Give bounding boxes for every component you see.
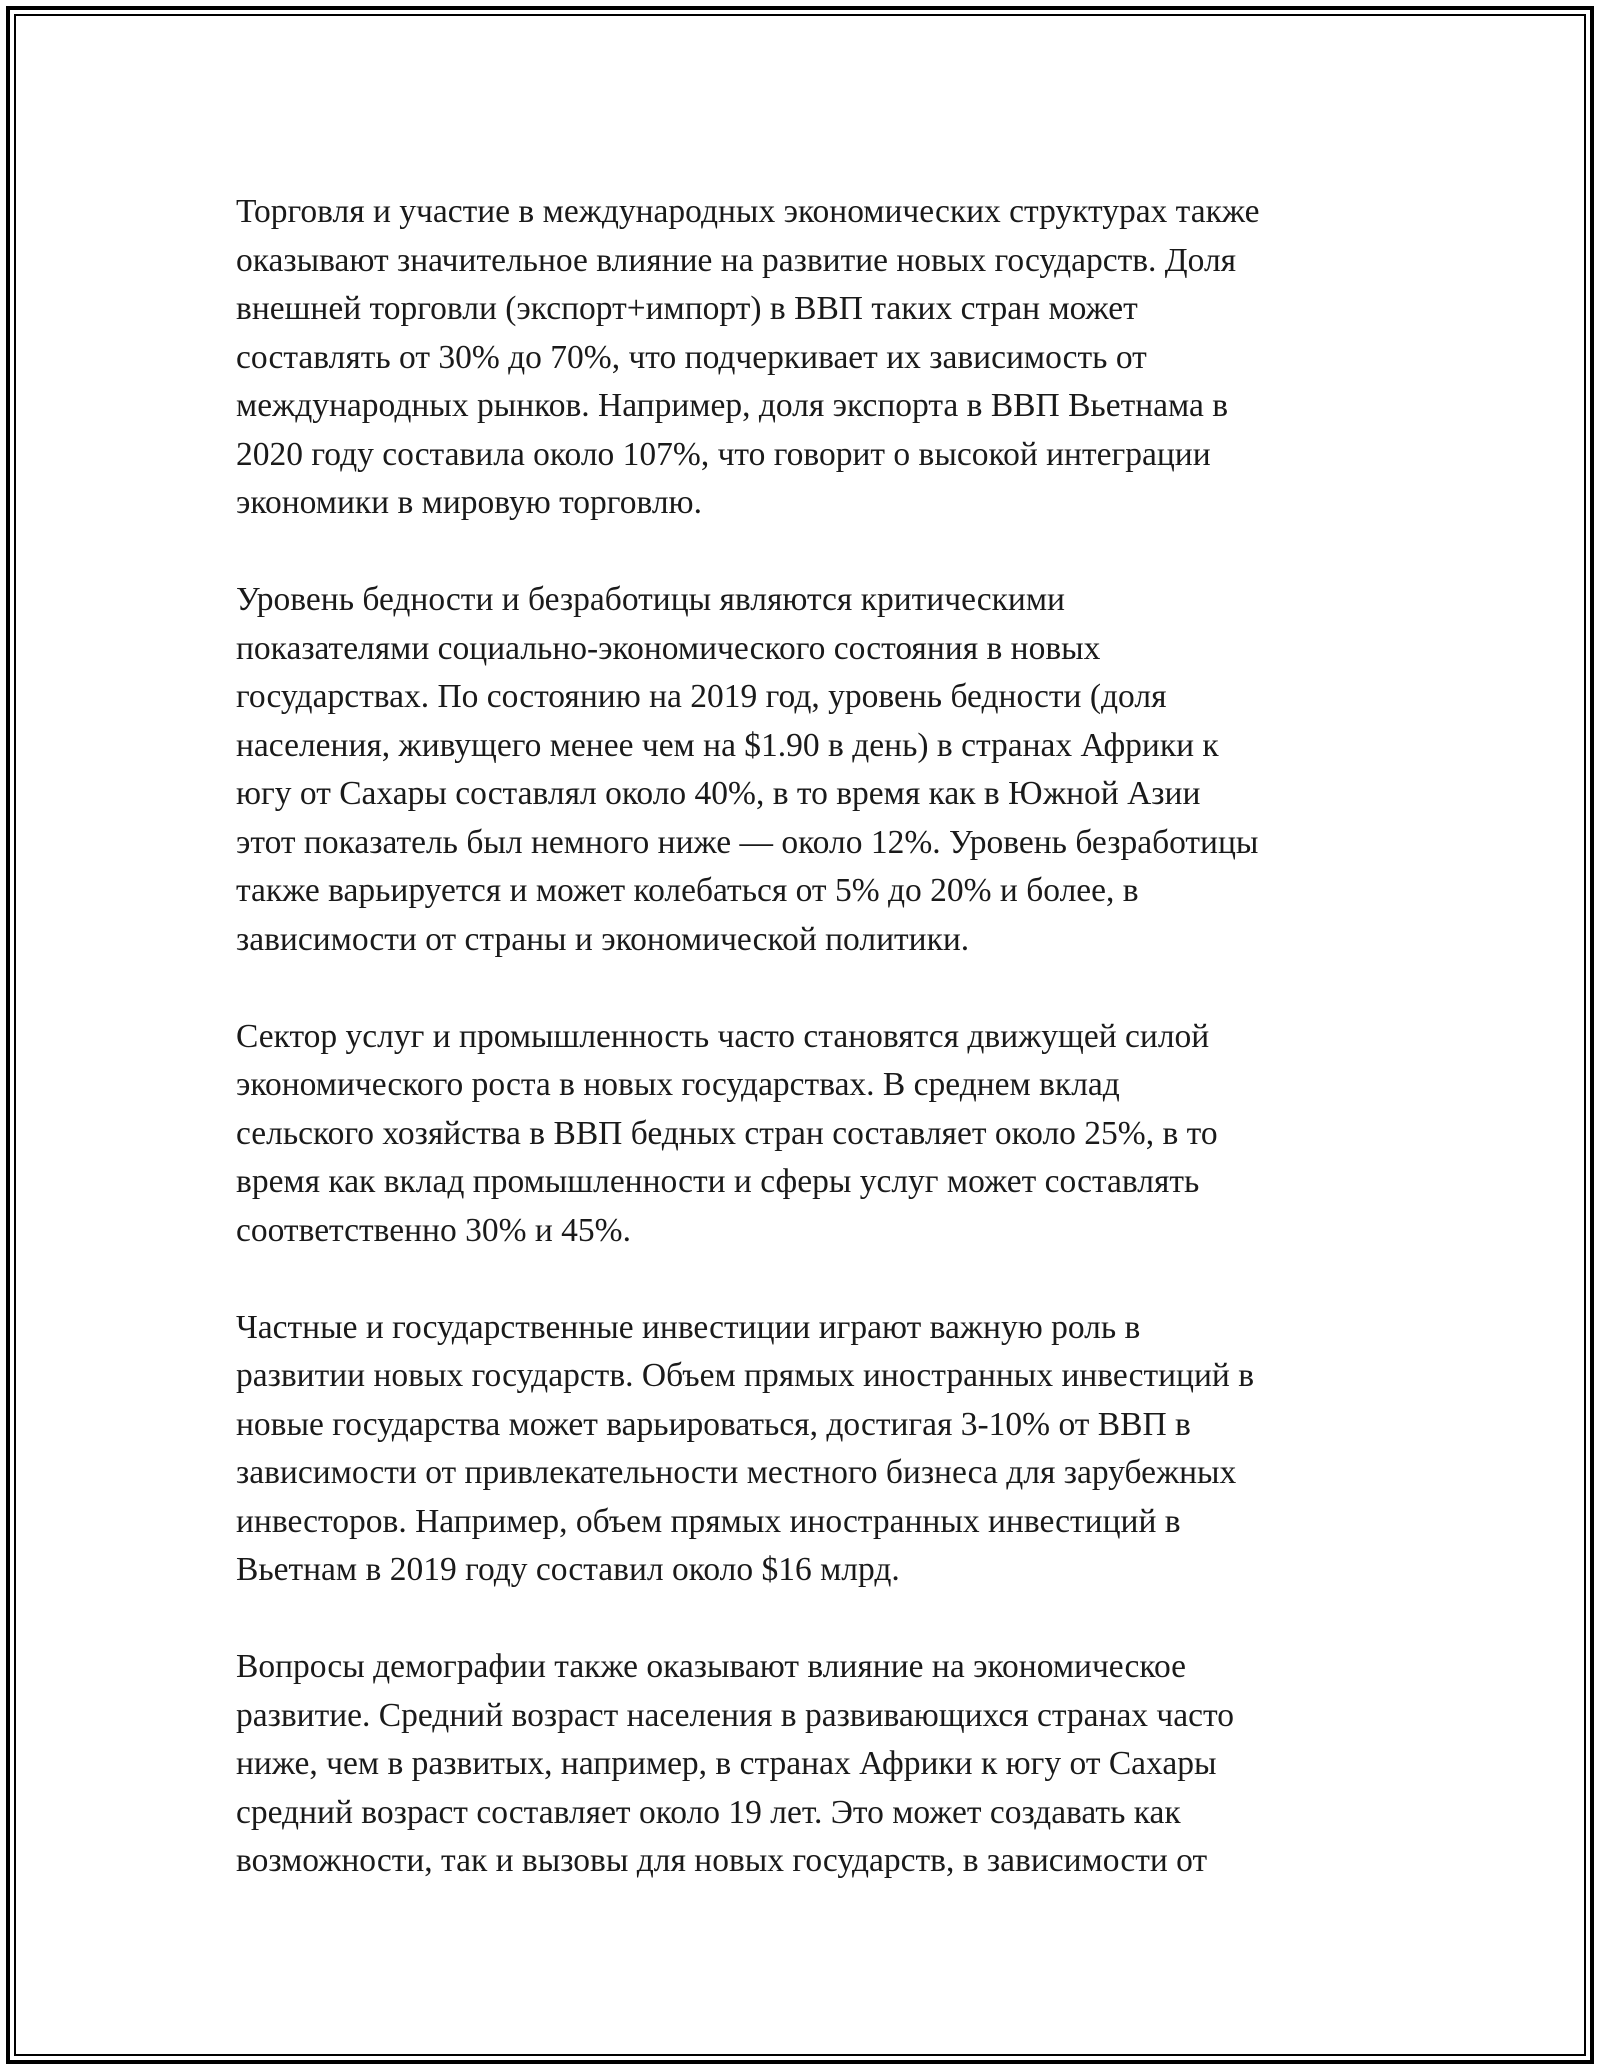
paragraph-investment <box>236 1304 1396 1595</box>
text-line: населения, живущего менее чем на $1.90 в день) в странах Африки к <box>236 726 1219 764</box>
text-line: развитие. Средний возраст населения в развивающихся странах часто <box>236 1696 1234 1734</box>
text-line: время как вклад промышленности и сферы услуг может составлять <box>236 1163 1200 1200</box>
text-line: составлять от 30% до 70%, что подчеркивает их зависимость от <box>236 338 1147 376</box>
text-line: развитии новых государств. Объем прямых иностранных инвестиций в <box>236 1357 1255 1394</box>
text-line: Вьетнам в 2019 году составил около $16 млрд. <box>236 1551 900 1588</box>
text-line: Вопросы демографии также оказывают влияние на экономическое <box>236 1648 1186 1685</box>
text-line: зависимости от страны и экономической политики. <box>236 920 970 958</box>
paragraph-sectors <box>236 1013 1396 1256</box>
text-line: внешней торговли (экспорт+импорт) в ВВП таких стран может <box>236 290 1138 327</box>
text-line: возможности, так и вызовы для новых государств, в зависимости от <box>236 1842 1208 1879</box>
text-line: Торговля и участие в международных экономических структурах также <box>236 193 1260 230</box>
text-line: экономического роста в новых государствах. В среднем вклад <box>236 1066 1120 1103</box>
text-line: соответственно 30% и 45%. <box>236 1211 631 1249</box>
text-line: экономики в мировую торговлю. <box>236 484 702 521</box>
text-line: инвесторов. Например, объем прямых иностранных инвестиций в <box>236 1502 1181 1540</box>
text-line: оказывают значительное влияние на развитие новых государств. Доля <box>236 241 1237 279</box>
text-line: югу от Сахары составлял около 40%, в то время как в Южной Азии <box>236 775 1201 812</box>
document-body <box>236 188 1396 1886</box>
paragraph-trade <box>236 188 1396 528</box>
paragraph-demography <box>236 1643 1396 1886</box>
text-line: Сектор услуг и промышленность часто становятся движущей силой <box>236 1017 1210 1055</box>
text-line: государствах. По состоянию на 2019 год, уровень бедности (доля <box>236 678 1167 715</box>
text-line: Частные и государственные инвестиции играют важную роль в <box>236 1308 1141 1346</box>
text-line: этот показатель был немного ниже — около 12%. Уровень безработицы <box>236 823 1259 861</box>
text-line: 2020 году составила около 107%, что говорит о высокой интеграции <box>236 435 1211 473</box>
text-line: Уровень бедности и безработицы являются критическими <box>236 581 1065 618</box>
text-line: средний возраст составляет около 19 лет. Это может создавать как <box>236 1793 1181 1831</box>
text-line: новые государства может варьироваться, достигая 3-10% от ВВП в <box>236 1405 1191 1443</box>
text-line: зависимости от привлекательности местного бизнеса для зарубежных <box>236 1454 1237 1491</box>
text-line: также варьируется и может колебаться от 5% до 20% и более, в <box>236 872 1139 909</box>
text-line: сельского хозяйства в ВВП бедных стран составляет около 25%, в то <box>236 1114 1218 1152</box>
paragraph-poverty <box>236 576 1396 964</box>
text-line: показателями социально-экономического состояния в новых <box>236 629 1101 667</box>
text-line: ниже, чем в развитых, например, в странах Африки к югу от Сахары <box>236 1745 1217 1782</box>
text-line: международных рынков. Например, доля экспорта в ВВП Вьетнама в <box>236 387 1229 424</box>
